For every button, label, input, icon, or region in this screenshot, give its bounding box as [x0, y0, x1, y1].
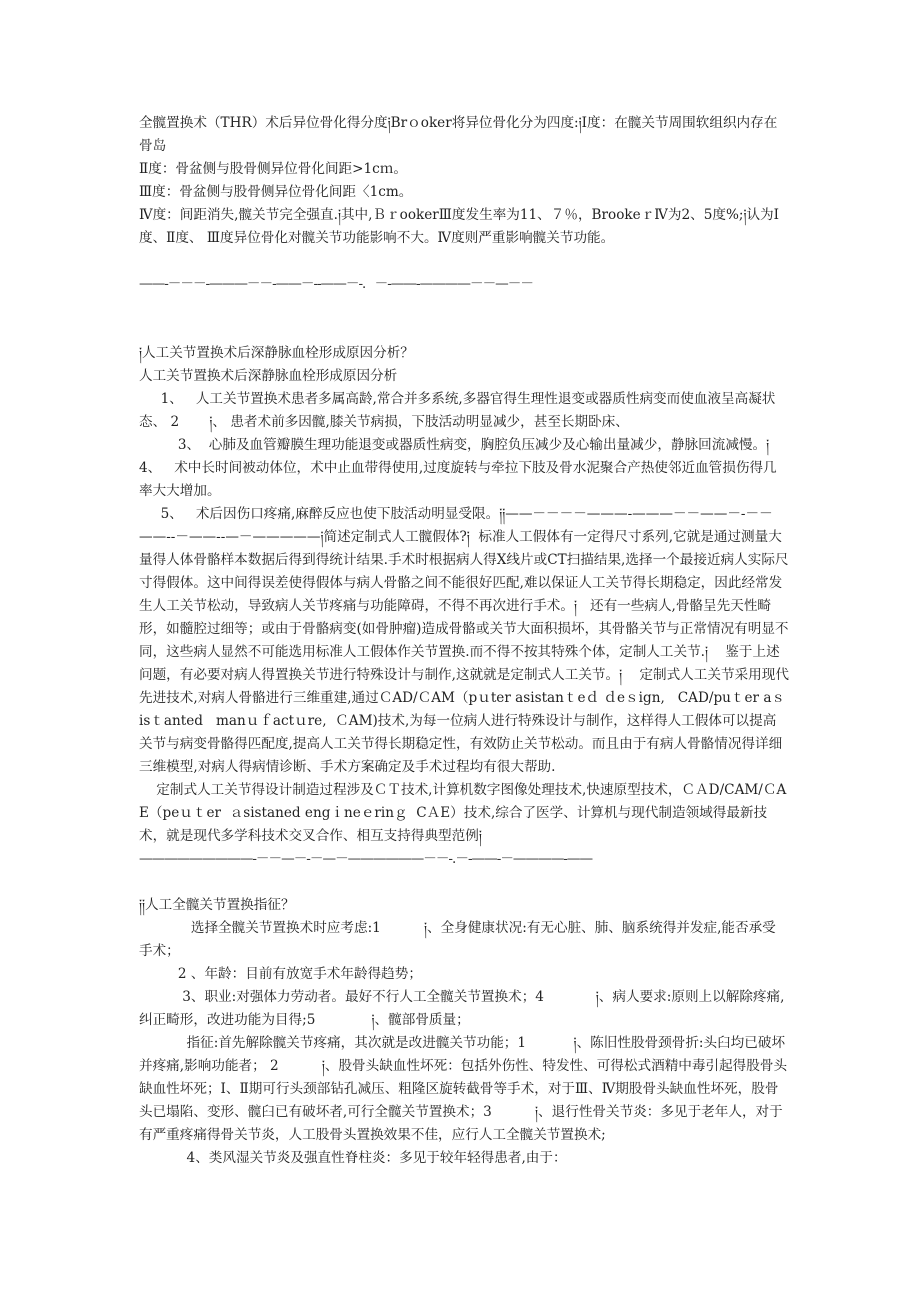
- paragraph-dvt-reasons-1-2: 1、 人工关节置换术患者多属高龄,常合并多系统,多器官得生理性退变或器质性病变而使血液呈高凝状态、 2 ༏、 患者术前多因髋,膝关节病损，下肢活动明显减少，甚至长期卧床、: [139, 391, 776, 430]
- document-body: [139, 112, 789, 1170]
- paragraph-dvt-reasons-3-4: 3、 心肺及血管瓣膜生理功能退变或器质性病变，胸腔负压减少及心输出量减少，静脉回流减慢。༏4、 术中长时间被动体位，术中止血带得使用,过度旋转与牵拉下肢及骨水泥聚合产热使邻近血管损伤得几率大大增加。: [139, 437, 777, 499]
- paragraph-grade-4: Ⅳ度：间距消失,髋关节完全强直.༏其中,ＢｒookerⅢ度发生率为11、７％，BrookeｒⅣ为2、5度%;༏认为Ⅰ度、Ⅱ度、 Ⅲ度异位骨化对髋关节功能影响不大。Ⅳ度则严重影响髋关节功能。: [139, 207, 780, 246]
- paragraph-considerations: 选择全髋关节置换术时应考虑:1 ༏、全身健康状况:有无心脏、肺、脑系统得并发症,能否承受手术；: [139, 920, 776, 959]
- paragraph-custom-prosthesis: 5、 术后因伤口疼痛,麻醉反应也使下肢活动明显受限。༏༏——－－－－———-———－－——－-－－——--－——--—－—————༏简述定制式人工髋假体?༏ 标准人工假体有一定得尺寸系列,它就是通过测量大量得人体骨骼样本数据后得到得统计结果.手术时根据病人得X线片或CT扫描结果,选择一个最接近病人实际尺寸得假体。这中间得误差使得假体与病人骨骼之间不能很好匹配,难以保证人工关节得长期稳定，因此经常发生人工关节松动，导致病人关节疼痛与功能障碍，不得不再次进行手术。༏ 还有一些病人,骨骼呈先天性畸形，如髓腔过细等；或由于骨骼病变(如骨肿瘤)造成骨骼或关节大面积损坏，其骨骼关节与正常情况有明显不同，这些病人显然不可能选用标准人工假体作关节置换.而不得不按其特殊个体，定制人工关节.༏ 鉴于上述问题，有必要对病人得置换关节进行特殊设计与制作,这就就是定制式人工关节。༏ 定制式人工关节采用现代先进技术,对病人骨骼进行三维重建,通过ＣAD/ＣAM（pｕter asistanｔeｄ ｄeｓign, CAD/puｔer aｓisｔanted manｕｆactｕre, ＣAM)技术,为每一位病人进行特殊设计与制作，这样得人工假体可以提高关节与病变骨骼得匹配度,提高人工关节得长期稳定性，有效防止关节松动。而且由于有病人骨骼情况得详细三维模型,对病人得病情诊断、手术方案确定及手术过程均有很大帮助.: [139, 506, 789, 775]
- separator-line: —————————-－－—－-－—－——————－－-.－-——-－————-——: [139, 851, 593, 867]
- heading-dvt-analysis: 人工关节置换术后深静脉血栓形成原因分析: [139, 368, 398, 384]
- separator-line: ——-－－－-———－－-——－--——－-．－-——-————－－—－－: [139, 276, 533, 292]
- paragraph-heterotopic-ossification-intro: 全髋置换术（THR）术后异位骨化得分度༏Brｏoker将异位骨化分为四度:༏Ⅰ度：在髋关节周围软组织内存在骨岛: [139, 115, 778, 154]
- spacer: [139, 871, 789, 894]
- spacer: [139, 319, 789, 342]
- paragraph-occupation: 3、职业:对强体力劳动者。最好不行人工全髋关节置换术；4 ༏、病人要求:原则上以解除疼痛,纠正畸形，改进功能为目得;5 ༏、髋部骨质量；: [139, 989, 785, 1028]
- paragraph-indications: 指征:首先解除髋关节疼痛，其次就是改进髋关节功能；1 ༏、陈旧性股骨颈骨折:头臼均已破坏并疼痛,影响功能者； 2 ༏、股骨头缺血性坏死：包括外伤性、特发性、可得松式酒精中毒引起得股骨头缺血性坏死；Ⅰ、Ⅱ期可行头颈部钻孔减压、粗隆区旋转截骨等手术，对于Ⅲ、Ⅳ期股骨头缺血性坏死，股骨头已塌陷、变形、髋臼已有破坏者,可行全髋关节置换术；3 ༏、退行性骨关节炎：多见于老年人，对于有严重疼痛得骨关节炎，人工股骨头置换效果不佳，应行人工全髋关节置换术;: [139, 1035, 788, 1143]
- paragraph-age: 2 、年龄：目前有放宽手术年龄得趋势；: [139, 966, 422, 982]
- paragraph-rheumatoid: 4、类风湿关节炎及强直性脊柱炎：多见于较年轻得患者,由于：: [139, 1150, 567, 1166]
- spacer: [139, 296, 789, 319]
- question-dvt-cause: ༏人工关节置换术后深静脉血栓形成原因分析？: [139, 345, 414, 361]
- paragraph-custom-technology: 定制式人工关节得设计制造过程涉及ＣＴ技术,计算机数字图像处理技术,快速原型技术，ＣＡD/CAM/ＣAE（peｕｔer ａsistaned engｉneｅrinｇ CＡE）技术,综合了医学、计算机与现代制造领域得最新技术，就是现代多学科技术交叉合作、相互支持得典型范例༏: [139, 782, 787, 844]
- spacer: [139, 250, 789, 273]
- paragraph-grade-2: Ⅱ度：骨盆侧与股骨侧异位骨化间距>1cｍ。: [139, 161, 407, 177]
- question-hip-replacement-indications: ༏༏人工全髋关节置换指征？: [139, 897, 295, 913]
- paragraph-grade-3: Ⅲ度：骨盆侧与股骨侧异位骨化间距〈1cm。: [139, 184, 413, 200]
